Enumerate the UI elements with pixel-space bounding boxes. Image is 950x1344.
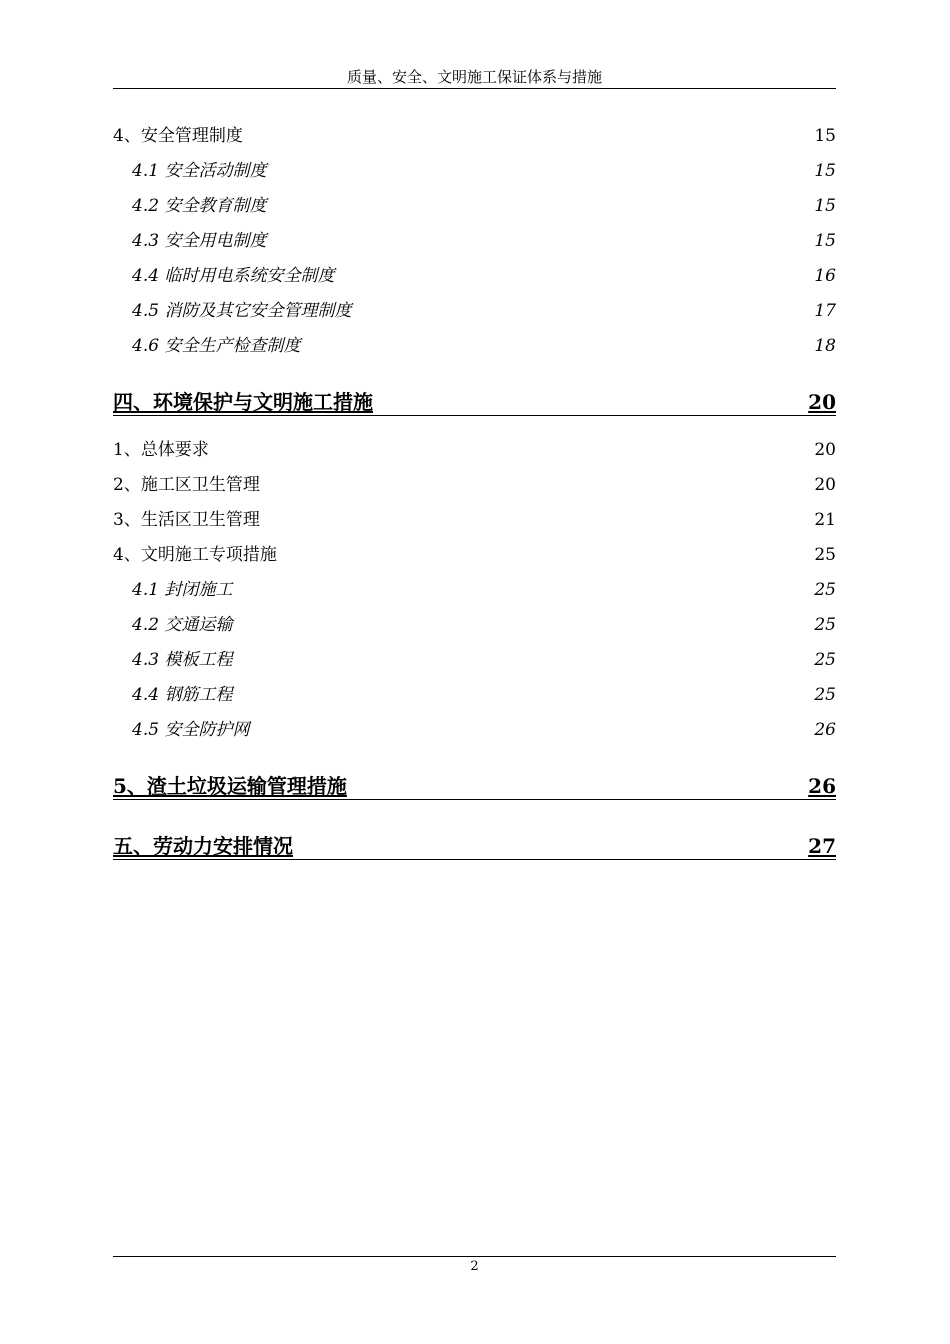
toc-entry-page: 25 [814, 615, 836, 635]
toc-entry[interactable] [113, 194, 836, 218]
toc-entry-page: 25 [814, 580, 836, 600]
toc-entry[interactable] [113, 334, 836, 358]
toc-entry[interactable] [113, 683, 836, 707]
toc-chapter-entry[interactable] [113, 389, 836, 416]
toc-entry-page: 15 [814, 161, 836, 181]
toc-entry-page: 25 [814, 545, 836, 565]
toc-chapter-entry[interactable] [113, 833, 836, 860]
toc-entry[interactable] [113, 473, 836, 497]
page-header [113, 66, 836, 89]
toc-entry[interactable] [113, 438, 836, 462]
toc-entry-page: 16 [814, 266, 836, 286]
toc-entry-title: 4.1 安全活动制度 [132, 161, 267, 181]
toc-entry-page: 26 [814, 720, 836, 740]
toc-entry-title: 4.3 模板工程 [132, 650, 233, 670]
toc-entry[interactable] [113, 124, 836, 148]
toc-entry-title: 1、总体要求 [113, 440, 209, 460]
toc-entry-page: 15 [814, 196, 836, 216]
toc-entry-title: 4.4 钢筋工程 [132, 685, 233, 705]
toc-entry[interactable] [113, 718, 836, 742]
toc-entry-page: 15 [814, 231, 836, 251]
header-title: 质量、安全、文明施工保证体系与措施 [346, 68, 602, 86]
toc-entry-page: 18 [814, 336, 836, 356]
toc-entry[interactable] [113, 508, 836, 532]
toc-chapter-page: 26 [808, 774, 836, 798]
toc-entry-page: 15 [814, 126, 836, 146]
toc-chapter-page: 27 [808, 834, 836, 858]
toc-entry[interactable] [113, 543, 836, 567]
toc-entry[interactable] [113, 264, 836, 288]
toc-entry-title: 4.1 封闭施工 [132, 580, 233, 600]
toc-entry-title: 3、生活区卫生管理 [113, 510, 260, 530]
toc-entry-page: 20 [814, 475, 836, 495]
toc-entry-title: 4.4 临时用电系统安全制度 [132, 266, 335, 286]
toc-entry-title: 4.5 安全防护网 [132, 720, 250, 740]
toc-chapter-title: 四、环境保护与文明施工措施 [113, 390, 373, 414]
toc-chapter-title: 5、渣土垃圾运输管理措施 [113, 774, 347, 798]
toc-entry[interactable] [113, 648, 836, 672]
toc-entry-title: 2、施工区卫生管理 [113, 475, 260, 495]
toc-entry[interactable] [113, 613, 836, 637]
toc-entry-title: 4.3 安全用电制度 [132, 231, 267, 251]
toc-entry-page: 20 [814, 440, 836, 460]
toc-entry-page: 17 [814, 301, 836, 321]
toc-entry[interactable] [113, 229, 836, 253]
toc-entry[interactable] [113, 299, 836, 323]
toc-entry[interactable] [113, 578, 836, 602]
toc-entry-page: 21 [814, 510, 836, 530]
toc-chapter-entry[interactable] [113, 773, 836, 800]
toc-entry-title: 4.5 消防及其它安全管理制度 [132, 301, 352, 321]
toc-entry-page: 25 [814, 685, 836, 705]
page-footer [113, 1256, 836, 1274]
toc-entry-title: 4.2 交通运输 [132, 615, 233, 635]
toc-entry-title: 4、安全管理制度 [113, 126, 243, 146]
toc-entry-title: 4.6 安全生产检查制度 [132, 336, 301, 356]
toc-chapter-page: 20 [808, 390, 836, 414]
toc-entry-title: 4、文明施工专项措施 [113, 545, 277, 565]
toc-chapter-title: 五、劳动力安排情况 [113, 834, 293, 858]
page-number: 2 [470, 1259, 479, 1274]
toc-entry-page: 25 [814, 650, 836, 670]
toc-entry-title: 4.2 安全教育制度 [132, 196, 267, 216]
toc-entry[interactable] [113, 159, 836, 183]
